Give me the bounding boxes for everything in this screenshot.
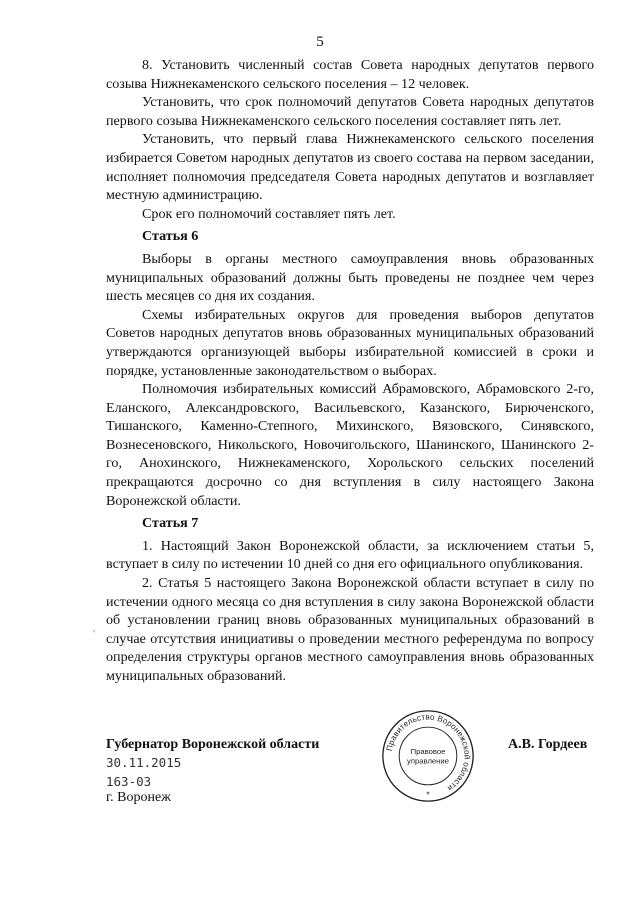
paragraph: 8. Установить численный состав Совета народных депутатов первого созыва Нижнекаменского сельского поселения – 12 человек. [106,57,594,92]
seal-center-line1: Правовое [410,747,446,757]
seal-star: * [426,789,430,800]
official-seal [380,708,476,804]
paragraph: Установить, что первый глава Нижнекаменского сельского поселения избирается Советом народных депутатов из своего состава на первом заседании, исполняет полномочия председателя Совета народных депутатов и возглавляет местную администрацию. [106,131,594,204]
page-number: 5 [316,34,324,50]
paragraph: Срок его полномочий составляет пять лет. [142,205,396,222]
paragraph: Полномочия избирательных комиссий Абрамовского, Абрамовского 2-го, Еланского, Александровского, Васильевского, Казанского, Бирюченского, Тишанского, Каменно-Степного, Михинского, Вязовского, Синявского, Вознесеновского, Никольского, Новочигольского, Шанинского, Шанинского 2-го, Анохинского, Нижнекаменского, Хорольского сельских поселений прекращаются досрочно со дня вступления в силу настоящего Закона Воронежской области. [106,381,594,509]
article-7-heading: Статья 7 [142,515,199,532]
paragraph: 1. Настоящий Закон Воронежской области, за исключением статьи 5, вступает в силу по истечении 10 дней со дня его официального опубликования. [106,537,594,573]
law-number: 163-03 [106,774,152,789]
margin-mark: ' [93,628,95,640]
paragraph: 2. Статья 5 настоящего Закона Воронежской области вступает в силу по истечении одного месяца со дня вступления в силу закона Воронежской области об установлении границ вновь образованных муниципальных образований в случае отсутствия инициативы о проведении местного референдума по вопросу определения структуры органов местного самоуправления вновь образованных муниципальных образований. [106,575,594,684]
seal-center-line2: управление [407,756,449,766]
paragraph: Схемы избирательных округов для проведения выборов депутатов Советов народных депутатов вновь образованных муниципальных образований утверждаются организующей выборы избирательной комиссией в сроки и порядке, установленные законодательством о выборах. [106,306,594,379]
law-date: 30.11.2015 [106,755,182,770]
signatory-name: А.В. Гордеев [508,737,588,752]
paragraph: Выборы в органы местного самоуправления вновь образованных муниципальных образований должны быть проведены не позднее чем через шесть месяцев со дня их создания. [106,250,594,305]
seal-ring-text: Правительство Воронежской области [384,712,472,794]
city: г. Воронеж [106,790,171,805]
paragraph: Установить, что срок полномочий депутатов Совета народных депутатов первого созыва Нижнекаменского сельского поселения составляет пять лет. [106,94,594,129]
document-body [106,56,594,686]
article-6-heading: Статья 6 [142,228,199,245]
signatory-title: Губернатор Воронежской области [106,737,320,752]
